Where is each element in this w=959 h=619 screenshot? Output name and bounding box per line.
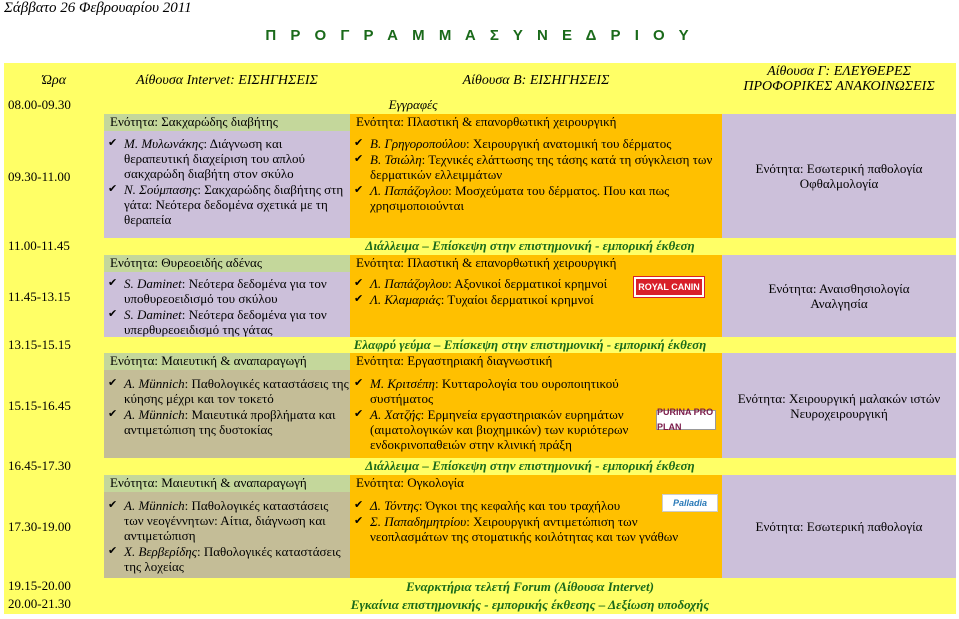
time-1645: 16.45-17.30 bbox=[4, 458, 104, 475]
list-item: ✔ Β. Τσιώλη: Τεχνικές ελάττωσης της τάσης κατά τη σύγκλειση των δερματικών ελλειμμάτων bbox=[350, 152, 722, 182]
list-item: ✔ Μ. Μυλωνάκης: Διάγνωση και θεραπευτική διαχείριση του απλού σακχαρώδη διαβήτη στον σκύλο bbox=[104, 136, 350, 181]
list-item: ✔ Α. Χατζής: Ερμηνεία εργαστηριακών ευρημάτων (αιματολογικών και βιοχημικών) των κυριότερων ενδοκρινοπαθειών στην κλινική πράξη bbox=[350, 407, 705, 452]
session-diabetes bbox=[104, 131, 350, 238]
unit-diabetes: Ενότητα: Σακχαρώδης διαβήτης bbox=[104, 114, 350, 131]
break-label-2: Διάλλειμα – Επίσκεψη στην επιστημονική - εμπορική έκθεση bbox=[104, 458, 956, 475]
list-item: ✔ A. Münnich: Παθολογικές καταστάσεις των νεογέννητων: Αίτια, διάγνωση και αντιμετώπιση bbox=[104, 498, 350, 543]
unit-obstetrics: Ενότητα: Μαιευτική & αναπαραγωγή bbox=[104, 353, 350, 370]
time-2000: 20.00-21.30 bbox=[4, 596, 104, 614]
unit-lab-diagnostics: Ενότητα: Εργαστηριακή διαγνωστική bbox=[350, 353, 722, 370]
list-item: ✔ S. Daminet: Νεότερα δεδομένα για τον υπερθυρεοειδισμό της γάτας bbox=[104, 307, 350, 337]
session-plastic-surgery-2 bbox=[350, 272, 722, 337]
lunch-label: Ελαφρύ γεύμα – Επίσκεψη στην επιστημονική - εμπορική έκθεση bbox=[104, 337, 956, 353]
list-item: ✔ A. Münnich: Μαιευτικά προβλήματα και αντιμετώπιση της δυστοκίας bbox=[104, 407, 350, 437]
list-item: ✔ Λ. Παπάζογλου: Αξονικοί δερματικοί κρημνοί bbox=[350, 276, 630, 291]
time-1315: 13.15-15.15 bbox=[4, 337, 104, 353]
list-item: ✔ A. Münnich: Παθολογικές καταστάσεις της κύησης μέχρι και τον τοκετό bbox=[104, 376, 350, 406]
list-item: ✔ Δ. Τόντης: Όγκοι της κεφαλής και του τραχήλου bbox=[350, 498, 650, 513]
time-1145: 11.45-13.15 bbox=[4, 255, 104, 337]
time-1100: 11.00-11.45 bbox=[4, 238, 104, 255]
list-item: ✔ S. Daminet: Νεότερα δεδομένα για τον υποθυρεοειδισμό του σκύλου bbox=[104, 276, 350, 306]
time-1915: 19.15-20.00 bbox=[4, 578, 104, 596]
registration-label: Εγγραφές bbox=[104, 97, 722, 114]
exhibition-opening-label: Εγκαίνια επιστημονικής - εμπορικής έκθεσης – Δεξίωση υποδοχής bbox=[104, 596, 956, 614]
session-obstetrics-2 bbox=[104, 492, 350, 578]
list-item: ✔ Χ. Βερβερίδης: Παθολογικές καταστάσεις της λοχείας bbox=[104, 544, 350, 574]
header-date: Σάββατο 26 Φεβρουαρίου 2011 bbox=[4, 0, 192, 16]
session-hall-c-1730: Ενότητα: Εσωτερική παθολογία bbox=[722, 475, 956, 578]
break-label: Διάλλειμα – Επίσκεψη στην επιστημονική - εμπορική έκθεση bbox=[104, 238, 956, 255]
list-item: ✔ Ν. Σούμπασης: Σακχαρώδης διαβήτης στη γάτα: Νεότερα δεδομένα σχετικά με τη θεραπεία bbox=[104, 182, 350, 227]
session-lab-diagnostics bbox=[350, 370, 722, 458]
session-hall-c-0930: Ενότητα: Εσωτερική παθολογία Οφθαλμολογία bbox=[722, 114, 956, 238]
col-header-hall-c: Αίθουσα Γ: ΕΛΕΥΘΕΡΕΣ ΠΡΟΦΟΡΙΚΕΣ ΑΝΑΚΟΙΝΩΣΕΙΣ bbox=[722, 63, 956, 97]
list-item: ✔ Σ. Παπαδημητρίου: Χειρουργική αντιμετώπιση των νεοπλασμάτων της στοματικής κοιλότητας και των γνάθων bbox=[350, 514, 705, 544]
page-title: Π Ρ Ο Γ Ρ Α Μ Μ Α Σ Υ Ν Ε Δ Ρ Ι Ο Υ bbox=[265, 27, 694, 44]
time-1515: 15.15-16.45 bbox=[4, 353, 104, 458]
list-item: ✔ Λ. Παπάζογλου: Μοσχεύματα του δέρματος. Που και πως χρησιμοποιούνται bbox=[350, 183, 722, 213]
list-item: ✔ Μ. Κριτσέπη: Κυτταρολογία του ουροποιητικού συστήματος bbox=[350, 376, 650, 406]
session-thyroid bbox=[104, 272, 350, 337]
program-table bbox=[4, 63, 956, 616]
unit-plastic-surgery-2: Ενότητα: Πλαστική & επανορθωτική χειρουργική bbox=[350, 255, 722, 272]
proplan-logo: PURINA PRO PLAN bbox=[656, 410, 716, 430]
unit-thyroid: Ενότητα: Θυρεοειδής αδένας bbox=[104, 255, 350, 272]
opening-ceremony-label: Εναρκτήρια τελετή Forum (Αίθουσα Intervet) bbox=[104, 578, 956, 596]
time-1730: 17.30-19.00 bbox=[4, 475, 104, 578]
session-plastic-surgery bbox=[350, 131, 722, 238]
col-header-hall-b: Αίθουσα Β: ΕΙΣΗΓΗΣΕΙΣ bbox=[350, 63, 722, 97]
session-oncology bbox=[350, 492, 722, 578]
unit-oncology: Ενότητα: Ογκολογία bbox=[350, 475, 722, 492]
list-item: ✔ Λ. Κλαμαριάς: Τυχαίοι δερματικοί κρημνοί bbox=[350, 292, 630, 307]
session-hall-c-1145: Ενότητα: Αναισθησιολογία Αναλγησία bbox=[722, 255, 956, 337]
time-0800: 08.00-09.30 bbox=[4, 97, 104, 114]
unit-plastic-surgery: Ενότητα: Πλαστική & επανορθωτική χειρουργική bbox=[350, 114, 722, 131]
time-0930: 09.30-11.00 bbox=[4, 114, 104, 238]
session-obstetrics bbox=[104, 370, 350, 458]
royal-canin-logo: ROYAL CANIN bbox=[634, 277, 704, 297]
col-header-time: Ώρα bbox=[4, 63, 104, 97]
col-header-hall-a: Αίθουσα Intervet: ΕΙΣΗΓΗΣΕΙΣ bbox=[104, 63, 350, 97]
unit-obstetrics-2: Ενότητα: Μαιευτική & αναπαραγωγή bbox=[104, 475, 350, 492]
session-hall-c-1515: Ενότητα: Χειρουργική μαλακών ιστών Νευροχειρουργική bbox=[722, 353, 956, 458]
list-item: ✔ Β. Γρηγοροπούλου: Χειρουργική ανατομική του δέρματος bbox=[350, 136, 722, 151]
palladia-logo: Palladia bbox=[662, 494, 718, 512]
